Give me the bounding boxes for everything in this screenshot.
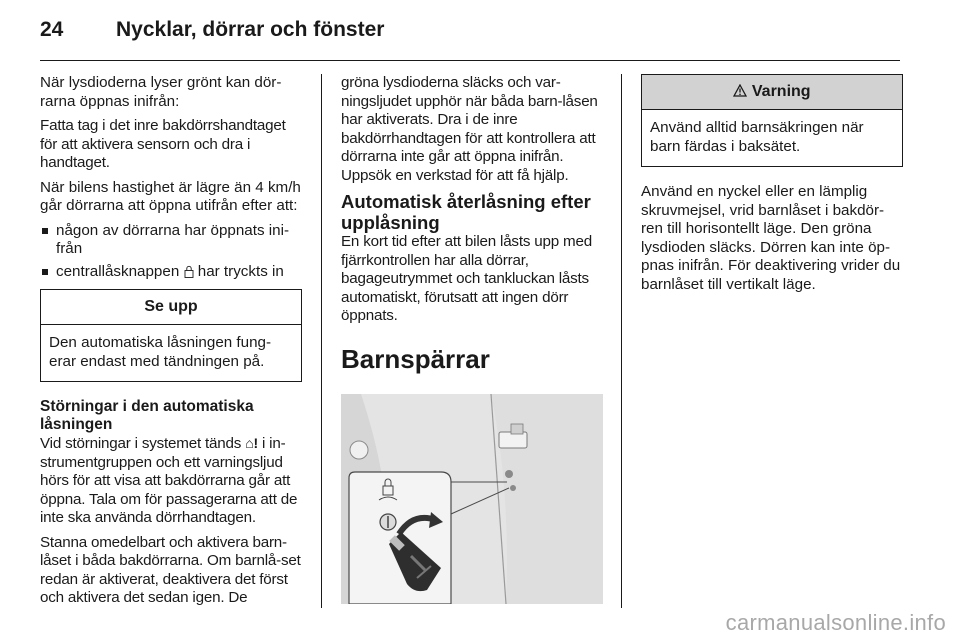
paragraph	[40, 434, 302, 528]
fault-heading: Störningar i den automatiska låsningen	[40, 398, 254, 433]
column-3	[641, 74, 903, 300]
bullet-icon	[42, 269, 48, 275]
column-divider	[321, 74, 322, 608]
header-divider	[40, 60, 900, 61]
section-heading: Barnspärrar	[341, 343, 490, 374]
relock-heading: Automatisk återlåsning efter upplåsning	[341, 191, 591, 233]
list-item-text: centrallåsknappen	[56, 262, 180, 280]
watermark: carmanualsonline.info	[725, 610, 946, 635]
column-divider	[621, 74, 622, 608]
paragraph: När bilens hastighet är lägre än 4 km/h går dörrarna att öppna utifrån efter att:	[40, 178, 301, 214]
fault-text-after: i in-strumentgruppen och ett varningsljud hörs för att visa att bakdörrarna går att öppna. Tala om för passagerarna att de inte ska använda dörrhandtagen.	[40, 435, 298, 526]
paragraph: En kort tid efter att bilen låsts upp med fjärrkontrollen har alla dörrar, bagageutrymmet och tankluckan låsts automatiskt, förutsatt att ingen dörr öppnats.	[341, 233, 592, 324]
page-title: Nycklar, dörrar och fönster	[116, 18, 385, 41]
warning-heading	[642, 75, 902, 110]
child-lock-figure	[341, 394, 603, 604]
page-header	[0, 0, 960, 62]
caution-box	[40, 289, 302, 382]
page-number: 24	[40, 18, 64, 41]
warning-box	[641, 74, 903, 167]
bullet-list	[40, 222, 302, 282]
list-item	[40, 263, 302, 282]
bullet-icon	[42, 228, 48, 234]
warning-heading-text: Varning	[751, 83, 811, 100]
paragraph: När lysdioderna lyser grönt kan dör-rarna öppnas inifrån:	[40, 74, 282, 110]
paragraph: Fatta tag i det inre bakdörrshandtaget för att aktivera sensorn och dra i handtaget.	[40, 117, 286, 171]
column-2	[341, 74, 603, 604]
fault-text-before: Vid störningar i systemet tänds	[40, 435, 242, 452]
caution-text: Den automatiska låsningen fung-erar endast med tändningen på.	[49, 334, 272, 370]
warning-text: Använd alltid barnsäkringen när barn färdas i baksätet.	[650, 119, 864, 155]
list-item-suffix: har tryckts in	[197, 262, 284, 280]
paragraph: Använd en nyckel eller en lämplig skruvmejsel, vrid barnlåset i bakdör-ren till horisontellt läge. Den gröna lysdioden släcks. Dörren kan inte öp-pnas inifrån. För deaktivering vrider du barnlåset till vertikalt läge.	[641, 183, 901, 293]
caution-heading: Se upp	[41, 290, 301, 325]
paragraph: Stanna omedelbart och aktivera barn-låset i båda bakdörrarna. Om barnlå-set redan är aktiverat, deaktivera det först och aktivera det sedan igen. De	[40, 533, 301, 606]
list-item	[40, 222, 302, 259]
paragraph: gröna lysdioderna släcks och var-ningsljudet upphör när båda barn-låsen har aktiverats. Dra i de inre bakdörrhandtagen för att kontrollera att dörrarna inte går att öppna inifrån. Uppsök en verkstad för att få hjälp.	[341, 74, 598, 184]
child-lock-illustration	[341, 394, 603, 604]
warning-triangle-icon	[733, 84, 747, 97]
central-lock-icon	[184, 265, 194, 278]
column-1	[40, 74, 302, 614]
list-item-text: någon av dörrarna har öppnats ini-från	[56, 221, 290, 257]
car-warning-icon: ⌂!	[245, 435, 258, 451]
